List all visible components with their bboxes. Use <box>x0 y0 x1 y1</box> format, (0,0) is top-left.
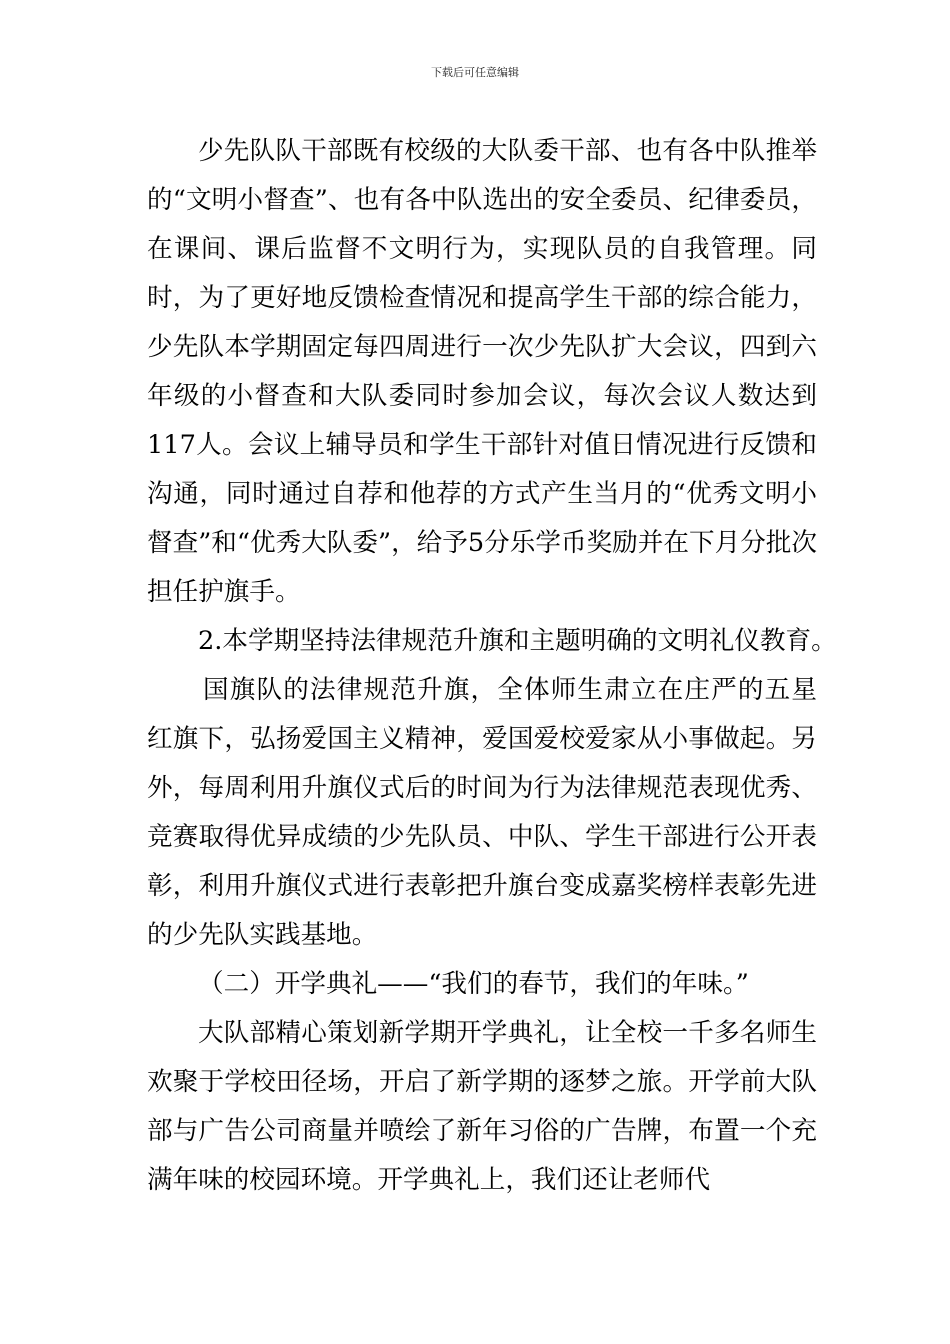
paragraph-flag-raising-heading: 2.本学期坚持法律规范升旗和主题明确的文明礼仪教育。 <box>198 626 837 656</box>
page-header: 下载后可任意编辑 <box>431 66 519 79</box>
paragraph-opening-ceremony: 大队部精心策划新学期开学典礼，让全校一千多名师生欢聚于学校田径场，开启了新学期的逐梦之旅。开学前大队部与广告公司商量并喷绘了新年习俗的广告牌，布置一个充满年味的校园环境。开学典礼上，我们还让老师代 <box>147 1018 817 1195</box>
paragraph-team-cadres: 少先队队干部既有校级的大队委干部、也有各中队推举的“文明小督查”、也有各中队选出的安全委员、纪律委员，在课间、课后监督不文明行为，实现队员的自我管理。同时，为了更好地反馈检查情况和提高学生干部的综合能力，少先队本学期固定每四周进行一次少先队扩大会议，四到六年级的小督查和大队委同时参加会议，每次会议人数达到117人。会议上辅导员和学生干部针对值日情况进行反馈和沟通，同时通过自荐和他荐的方式产生当月的“优秀文明小督查”和“优秀大队委”，给予5分乐学币奖励并在下月分批次担任护旗手。 <box>147 136 817 607</box>
paragraph-opening-ceremony-heading: （二）开学典礼——“我们的春节，我们的年味。” <box>198 969 749 999</box>
document-body <box>147 127 837 1205</box>
paragraph-flag-team: 国旗队的法律规范升旗，全体师生肃立在庄严的五星红旗下，弘扬爱国主义精神，爱国爱校爱家从小事做起。另外，每周利用升旗仪式后的时间为行为法律规范表现优秀、竞赛取得优异成绩的少先队员、中队、学生干部进行公开表彰，利用升旗仪式进行表彰把升旗台变成嘉奖榜样表彰先进的少先队实践基地。 <box>147 675 817 950</box>
